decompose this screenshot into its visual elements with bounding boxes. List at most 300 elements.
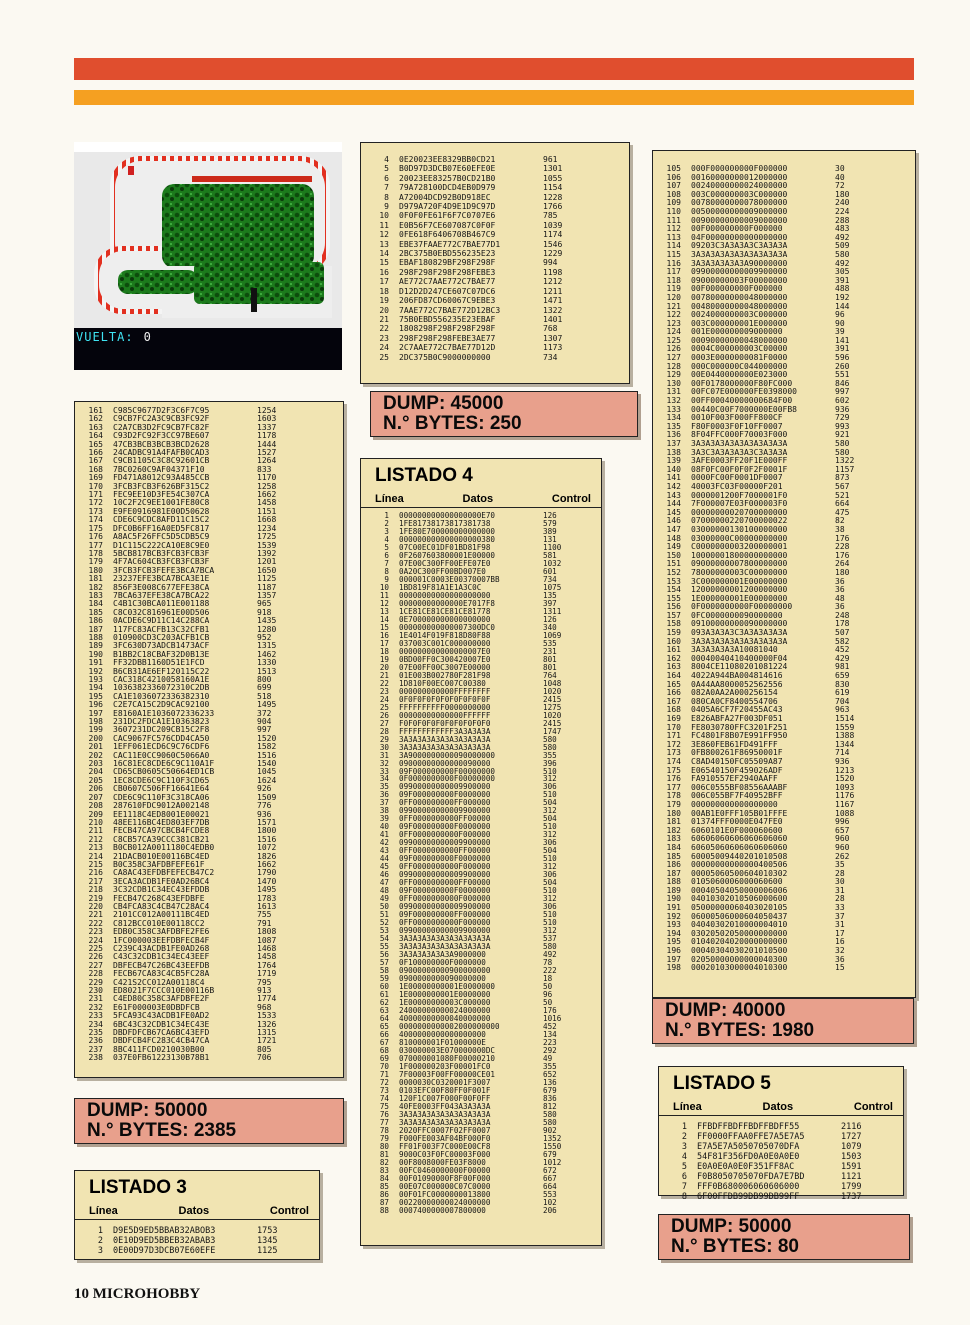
line-checksum: 580 <box>543 1109 557 1119</box>
line-checksum: 180 <box>835 189 850 199</box>
line-checksum: 1322 <box>835 456 855 466</box>
line-checksum: 755 <box>257 910 272 920</box>
line-checksum: 35 <box>835 860 845 870</box>
line-checksum: 1826 <box>257 851 277 861</box>
line-data: C985C9677D2F3C6F7C95 <box>113 406 210 415</box>
line-data: F0B8050705070FDA7E7BD <box>697 1172 805 1182</box>
line-checksum: 1174 <box>543 230 563 240</box>
line-checksum: 48 <box>835 593 845 603</box>
line-number: 32 <box>379 758 389 768</box>
line-checksum: 936 <box>835 404 850 414</box>
line-number: 184 <box>666 842 681 852</box>
line-checksum: 1311 <box>543 606 562 616</box>
line-number: 177 <box>666 782 681 792</box>
line-number: 183 <box>88 590 103 600</box>
line-data: FECB67CA83C4CB5FC28A <box>113 969 210 979</box>
line-checksum: 1571 <box>257 817 277 827</box>
line-number: 18 <box>379 646 389 656</box>
line-number: 13 <box>379 239 389 249</box>
line-number: 141 <box>666 473 681 483</box>
line-number: 161 <box>666 645 681 655</box>
line-checksum: 902 <box>543 1125 557 1135</box>
line-checksum: 579 <box>543 518 557 528</box>
line-data: 5FCA93C43ACDB1FE0AD2 <box>113 1011 210 1021</box>
line-number: 54 <box>379 934 389 944</box>
line-data: 000C000000C044000000 <box>691 361 788 371</box>
line-checksum: 39 <box>835 327 845 337</box>
line-checksum: 1650 <box>257 565 277 575</box>
line-checksum: 2415 <box>543 694 562 704</box>
line-checksum: 1520 <box>835 774 855 784</box>
listado-4 <box>360 458 602 1246</box>
line-data: 09F000000000F0000000 <box>399 886 491 896</box>
line-checksum: 1582 <box>257 742 277 752</box>
line-data: 00040040410400000F04 <box>691 653 788 663</box>
line-checksum: 176 <box>543 1006 557 1016</box>
line-number: 15 <box>379 622 389 632</box>
line-number: 6 <box>384 550 389 560</box>
line-data: 07C00EC01DF01BD81F98 <box>399 542 491 552</box>
line-number: 38 <box>379 806 389 816</box>
line-checksum: 397 <box>543 598 557 608</box>
line-checksum: 791 <box>257 918 272 928</box>
line-number: 66 <box>379 1029 389 1039</box>
line-data: 3607231DC209CB15C2F8 <box>113 725 210 735</box>
line-checksum: 1088 <box>835 808 855 818</box>
line-checksum: 36 <box>835 954 845 964</box>
line-number: 211 <box>88 826 103 836</box>
line-number: 28 <box>379 726 389 736</box>
line-checksum: 429 <box>835 653 850 663</box>
code-line <box>659 1152 903 1162</box>
line-number: 111 <box>666 215 681 225</box>
line-number: 137 <box>666 439 681 448</box>
line-checksum: 801 <box>543 662 557 672</box>
line-number: 167 <box>666 696 681 706</box>
line-data: 000001C0003E00370007BB <box>399 574 500 584</box>
line-data: CD65CB0605C50664ED1CB <box>113 767 215 777</box>
line-number: 81 <box>379 1149 389 1159</box>
line-number: 195 <box>666 937 681 947</box>
line-data: 21DACB010E00116BC4ED <box>113 851 210 861</box>
line-number: 33 <box>379 766 389 776</box>
line-checksum: 192 <box>835 292 850 302</box>
line-number: 220 <box>88 901 103 911</box>
line-checksum: 1790 <box>257 868 277 878</box>
line-number: 49 <box>379 894 389 904</box>
line-data: 09000000000000090000 <box>399 758 491 768</box>
line-number: 215 <box>88 859 103 869</box>
line-checksum: 488 <box>835 284 850 294</box>
line-checksum: 504 <box>543 846 557 856</box>
line-data: 3C32CDB1C34EC43EFDDB <box>113 885 210 895</box>
col-datos: Datos <box>178 1205 210 1217</box>
line-number: 175 <box>88 523 103 533</box>
line-number: 79 <box>379 1133 389 1143</box>
line-checksum: 1435 <box>257 616 277 626</box>
line-checksum: 31 <box>835 920 845 930</box>
line-checksum: 996 <box>835 817 850 827</box>
line-number: 5 <box>681 1162 687 1172</box>
line-number: 147 <box>666 524 681 534</box>
line-number: 170 <box>666 722 681 732</box>
line-checksum: 1401 <box>543 314 563 324</box>
line-data: CDE6C9C110F3C318CA06 <box>113 792 210 802</box>
line-number: 164 <box>88 431 103 441</box>
lap-value: 0 <box>143 330 152 344</box>
line-checksum: 602 <box>835 396 850 406</box>
line-checksum: 2116 <box>841 1122 862 1132</box>
line-number: 180 <box>666 808 681 818</box>
line-number: 8 <box>384 566 389 576</box>
line-data: 0E700000000000000000 <box>399 614 491 624</box>
line-number: 170 <box>88 481 103 491</box>
line-checksum: 231 <box>543 646 557 656</box>
line-checksum: 305 <box>835 267 850 277</box>
line-checksum: 921 <box>835 430 850 440</box>
listado-5-rows <box>659 1116 903 1202</box>
listado-5-header <box>659 1095 903 1116</box>
line-data: 79A728100DCD4EB0D979 <box>399 183 496 193</box>
line-checksum: 1072 <box>257 843 277 853</box>
line-data: CAC11E0CC9060C5066A0 <box>113 750 210 760</box>
line-data: 00240000000024000000 <box>691 181 788 191</box>
line-number: 106 <box>666 172 681 182</box>
line-data: B0D97D3DCB07E60EFE0E <box>399 164 496 174</box>
line-checksum: 601 <box>543 566 557 576</box>
code-line <box>659 1122 903 1132</box>
line-checksum: 228 <box>835 542 850 552</box>
line-data: 09900000000009900000 <box>399 782 491 792</box>
line-data: 001E000000009000000 <box>691 327 783 337</box>
code-line <box>361 315 629 324</box>
line-checksum: 1229 <box>543 249 563 259</box>
line-data: 0000000000002000000000 <box>399 1022 500 1031</box>
line-data: 000F000000000F000000 <box>691 164 788 173</box>
line-checksum: 913 <box>257 986 272 996</box>
line-data: 00FF00040000000684F00 <box>691 396 793 406</box>
line-checksum: 1032 <box>543 558 562 568</box>
line-data: 000000000000000000E70 <box>399 511 496 520</box>
line-checksum: 50 <box>543 998 553 1008</box>
line-number: 173 <box>666 748 681 758</box>
line-checksum: 800 <box>257 675 272 684</box>
line-number: 115 <box>666 249 681 259</box>
line-checksum: 510 <box>543 790 557 800</box>
line-number: 26 <box>379 710 389 720</box>
line-number: 13 <box>379 606 389 616</box>
line-data: 00000000020700000000 <box>691 507 788 517</box>
line-checksum: 262 <box>835 851 850 861</box>
line-checksum: 1520 <box>257 733 277 743</box>
line-checksum: 1721 <box>257 1036 277 1046</box>
line-checksum: 18 <box>543 974 553 984</box>
line-data: C43C32CDB1C34EC43EEF <box>113 952 210 962</box>
line-number: 217 <box>88 876 103 886</box>
line-checksum: 224 <box>835 206 850 216</box>
line-data: 070000001080F00000210 <box>399 1053 496 1063</box>
listado-3-rows <box>75 1220 319 1256</box>
line-data: A72004DCD92B0D918EC <box>399 192 491 202</box>
line-number: 165 <box>666 679 681 689</box>
line-checksum: 833 <box>257 464 272 474</box>
line-number: 191 <box>666 903 681 913</box>
line-number: 50 <box>379 902 389 912</box>
line-checksum: 136 <box>543 1077 557 1087</box>
line-number: 235 <box>88 1028 103 1038</box>
line-data: FECB47C268C43EFDBFE <box>113 893 205 903</box>
line-checksum: 1753 <box>257 1226 278 1236</box>
line-number: 14 <box>379 614 389 624</box>
line-data: C2A7CB3D2FC9CB7FC82F <box>113 422 210 432</box>
line-data: 0000FC00F0001DF0007 <box>691 473 783 483</box>
line-checksum: 1178 <box>257 431 277 441</box>
line-data: 02050000000000040300 <box>691 954 788 964</box>
code-line <box>659 1132 903 1142</box>
line-data: C2E7CA15C2D9CAC92100 <box>113 700 210 710</box>
line-data: 4000000000000000000 <box>399 1029 486 1039</box>
code-line <box>361 277 629 286</box>
line-checksum: 936 <box>257 809 272 819</box>
line-number: 64 <box>379 1014 389 1024</box>
line-number: 171 <box>88 490 103 500</box>
line-data: 3A3A3A3A3A3A3A3A3A3A <box>691 636 788 646</box>
line-checksum: 141 <box>835 335 850 345</box>
page-footer: 10 MICROHOBBY <box>74 1286 201 1302</box>
line-data: 0FF0000000000FF00000 <box>399 814 491 824</box>
line-number: 221 <box>88 910 103 920</box>
line-checksum: 580 <box>835 447 850 457</box>
line-data: FF0000FFAA0FFE7A5E7A5 <box>697 1132 805 1142</box>
line-data: 00E0440000000E023000 <box>691 370 788 380</box>
line-data: CB4FCA83C4CB47C28AC4 <box>113 901 210 911</box>
line-number: 7 <box>384 558 389 568</box>
code-line <box>659 1182 903 1192</box>
line-checksum: 521 <box>835 490 850 500</box>
line-checksum: 1176 <box>835 791 855 801</box>
line-data: 0E00D97D3DCB07E60EFE <box>113 1246 216 1256</box>
line-data: 0FE618F6406708B467C9 <box>399 230 496 240</box>
line-checksum: 1125 <box>257 574 277 584</box>
line-number: 213 <box>88 843 103 853</box>
line-checksum: 1012 <box>543 1157 562 1167</box>
line-checksum: 1539 <box>257 540 277 550</box>
line-number: 175 <box>666 765 681 775</box>
line-checksum: 31 <box>835 885 845 895</box>
line-number: 166 <box>666 688 681 698</box>
line-checksum: 30 <box>835 164 845 173</box>
listado-3 <box>74 1170 320 1260</box>
line-checksum: 78 <box>543 958 553 968</box>
line-checksum: 1503 <box>841 1152 862 1162</box>
line-checksum: 518 <box>257 691 272 701</box>
line-data: 0F0F0FE61F6F7C0707E6 <box>399 211 496 221</box>
line-number: 112 <box>666 224 681 234</box>
line-data: 7BCA637EFE38CA7BCA22 <box>113 590 210 600</box>
code-line <box>361 221 629 230</box>
code-line <box>361 183 629 192</box>
line-checksum: 1527 <box>257 448 277 458</box>
line-data: C93D2FC92F3CC97BE607 <box>113 431 210 441</box>
line-data: 3FCB3FCB3FEFE3BCA7BCA <box>113 565 215 575</box>
line-number: 149 <box>666 542 681 552</box>
code-line <box>361 343 629 352</box>
line-data: 07E00FF00C3007E00000 <box>399 662 491 672</box>
line-checksum: 993 <box>835 421 850 431</box>
line-number: 130 <box>666 378 681 388</box>
col-linea: Línea <box>89 1205 118 1217</box>
line-data: 6060101E0F000060600 <box>691 825 783 835</box>
line-data: CAC318C4210058160A1E <box>113 675 210 684</box>
listado-5-title: LISTADO 5 <box>673 1073 771 1094</box>
line-number: 189 <box>666 885 681 895</box>
line-number: 139 <box>666 456 681 466</box>
line-checksum: 49 <box>543 1053 553 1063</box>
line-number: 183 <box>666 834 681 844</box>
line-number: 143 <box>666 490 681 500</box>
line-data: 0024000000003C000000 <box>691 310 788 320</box>
line-number: 4 <box>384 155 389 164</box>
line-data: C4B1C30BCA011E001188 <box>113 599 210 609</box>
line-number: 163 <box>666 662 681 672</box>
line-checksum: 492 <box>835 258 850 268</box>
line-data: E7A5E7A5050705070DFA <box>697 1142 800 1152</box>
line-checksum: 36 <box>835 602 845 612</box>
line-data: 01E003B002780F281F98 <box>399 670 491 680</box>
line-checksum: 82 <box>835 516 845 526</box>
line-checksum: 1020 <box>543 686 562 696</box>
line-checksum: 657 <box>835 825 850 835</box>
line-number: 165 <box>88 439 103 449</box>
line-checksum: 452 <box>543 1022 557 1031</box>
line-data: 00000000000000E7017F8 <box>399 598 496 608</box>
line-checksum: 30 <box>835 877 845 887</box>
line-data: 0E10D9ED5BBEB32ABAB3 <box>113 1236 216 1246</box>
line-data: E8160A1E1036072336233 <box>113 708 215 718</box>
line-checksum: 1516 <box>257 834 277 844</box>
line-checksum: 1048 <box>543 678 562 688</box>
line-checksum: 873 <box>835 473 850 483</box>
line-data: 00F0178000000F80FC000 <box>691 378 793 388</box>
line-checksum: 248 <box>835 610 850 620</box>
line-number: 182 <box>666 825 681 835</box>
code-line <box>75 1226 319 1236</box>
line-data: 3ECA3ACDB1FE0AD26BC4 <box>113 876 210 886</box>
line-number: 132 <box>666 396 681 406</box>
line-checksum: 1344 <box>835 739 855 749</box>
line-number: 59 <box>379 974 389 984</box>
game-screenshot <box>74 142 342 370</box>
line-data: 3C000000001E00000000 <box>691 576 788 586</box>
line-data: 6BC43C32CDB1C34EC43E <box>113 1019 210 1029</box>
line-data: 1808298F298F298F298F <box>399 324 496 334</box>
line-data: 0003E0000000081F0000 <box>691 353 788 363</box>
line-data: 00020103000004010300 <box>691 963 788 973</box>
line-data: CB0607C506FF16641E64 <box>113 784 210 794</box>
line-checksum: 1020 <box>543 710 562 720</box>
line-checksum: 836 <box>543 1093 557 1103</box>
line-data: 1E00000000001E0000000 <box>399 982 496 992</box>
line-checksum: 1662 <box>257 490 277 500</box>
line-number: 153 <box>666 576 681 586</box>
line-number: 119 <box>666 284 681 294</box>
line-number: 42 <box>379 838 389 848</box>
line-data: 10C2F2C9EE1001FE80C8 <box>113 498 210 508</box>
line-data: E61F000003E0DBDFCB <box>113 1002 200 1012</box>
line-data: 0F100000000F0000000 <box>399 958 486 968</box>
line-checksum: 135 <box>543 590 557 600</box>
line-data: CAC9067FC576CDD4CA50 <box>113 733 210 743</box>
line-number: 168 <box>88 464 103 474</box>
line-checksum: 812 <box>543 1101 557 1111</box>
code-line <box>361 268 629 277</box>
line-number: 44 <box>379 854 389 864</box>
line-checksum: 1254 <box>257 406 277 415</box>
line-checksum: 704 <box>835 696 850 706</box>
line-number: 80 <box>379 1141 389 1151</box>
line-checksum: 1725 <box>257 532 277 542</box>
code-line <box>361 249 629 258</box>
line-data: 298F298F298FEBE3AE77 <box>399 333 496 343</box>
line-number: 60 <box>379 982 389 992</box>
line-data: 0BD00FF0C300420007E0 <box>399 654 491 664</box>
line-number: 84 <box>379 1173 389 1183</box>
line-checksum: 1613 <box>257 901 277 911</box>
line-checksum: 537 <box>543 934 557 944</box>
line-number: 169 <box>88 473 103 483</box>
line-checksum: 72 <box>835 181 845 191</box>
line-data: FA910557EF2940AAFF <box>691 774 778 784</box>
line-checksum: 926 <box>257 784 272 794</box>
line-number: 123 <box>666 318 681 328</box>
col-control: Control <box>269 1205 309 1217</box>
line-number: 36 <box>379 790 389 800</box>
line-number: 55 <box>379 942 389 952</box>
line-number: 2 <box>681 1132 687 1142</box>
line-number: 198 <box>88 717 103 727</box>
line-checksum: 963 <box>835 705 850 715</box>
line-number: 83 <box>379 1165 389 1175</box>
line-number: 41 <box>379 830 389 840</box>
line-number: 126 <box>666 344 681 354</box>
line-checksum: 1201 <box>257 557 277 567</box>
line-number: 35 <box>379 782 389 792</box>
line-data: 3A3A3A3A3A3A3A3A3A3A <box>691 439 788 448</box>
line-checksum: 1764 <box>257 960 277 970</box>
line-number: 113 <box>666 232 681 242</box>
line-checksum: 1315 <box>257 641 277 651</box>
line-checksum: 1275 <box>543 702 562 712</box>
line-data: 0FF000000000FF000000 <box>399 798 491 808</box>
line-data: E0B56F7CE607087C0F0F <box>399 220 496 230</box>
line-data: EE1118C4ED8001E00021 <box>113 809 210 819</box>
line-data: 2101CC012A00111BC4ED <box>113 910 210 920</box>
line-number: 133 <box>666 404 681 414</box>
line-data: 48EE116BC4ED803EF7DB <box>113 817 210 827</box>
line-data: 0A20C300FF00BD007E0 <box>399 566 486 576</box>
line-number: 118 <box>666 275 681 285</box>
listado-3-header <box>75 1199 319 1220</box>
line-data: 78000000003C00000000 <box>691 567 788 577</box>
line-number: 145 <box>666 507 681 517</box>
line-checksum: 1540 <box>257 759 277 769</box>
line-data: F000FE003AF04BF000F0 <box>399 1133 491 1143</box>
line-number: 127 <box>666 353 681 363</box>
col-control: Control <box>551 493 591 505</box>
line-checksum: 1326 <box>257 1019 277 1029</box>
line-data: DBFECB47C26BC43EEFDB <box>113 960 210 970</box>
code-line <box>361 334 629 343</box>
